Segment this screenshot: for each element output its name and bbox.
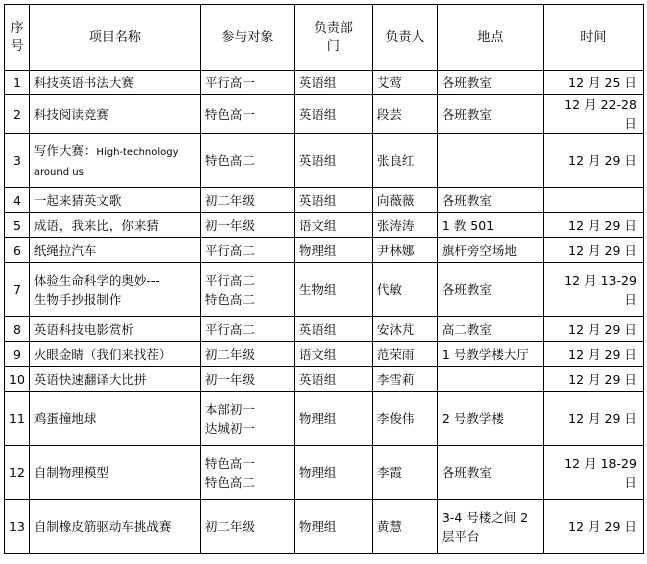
cell-person: 李俊伟 (372, 392, 437, 446)
cell-time: 12 月 18-29 日 (543, 446, 643, 500)
cell-time: 12 月 29 日 (543, 500, 643, 554)
cell-name: 成语，我来比，你来猜 (29, 213, 200, 238)
cell-place (437, 134, 543, 188)
cell-person: 张涛涛 (372, 213, 437, 238)
cell-no: 3 (5, 134, 30, 188)
table-row (5, 71, 644, 95)
cell-person: 李雪莉 (372, 367, 437, 392)
cell-no: 9 (5, 342, 30, 367)
cell-place: 各班教室 (437, 95, 543, 134)
cell-person: 范荣雨 (372, 342, 437, 367)
cell-time: 12 月 29 日 (543, 317, 643, 342)
cell-no: 2 (5, 95, 30, 134)
table-row (5, 238, 644, 263)
cell-dept: 物理组 (294, 392, 372, 446)
cell-time: 12 月 25 日 (543, 71, 643, 95)
table-row (5, 342, 644, 367)
cell-place: 旗杆旁空场地 (437, 238, 543, 263)
cell-dept: 英语组 (294, 95, 372, 134)
table-row (5, 263, 644, 317)
cell-name (29, 134, 200, 188)
cell-no: 13 (5, 500, 30, 554)
cell-name: 一起来猜英文歌 (29, 188, 200, 213)
cell-place: 各班教室 (437, 71, 543, 95)
cell-dept: 物理组 (294, 446, 372, 500)
cell-place: 各班教室 (437, 188, 543, 213)
cell-name: 火眼金睛（我们来找茬） (29, 342, 200, 367)
cell-time: 12 月 29 日 (543, 392, 643, 446)
cell-dept: 英语组 (294, 317, 372, 342)
cell-no: 12 (5, 446, 30, 500)
cell-place (437, 367, 543, 392)
cell-name: 鸡蛋撞地球 (29, 392, 200, 446)
header-person: 负责人 (372, 5, 437, 71)
cell-participants: 初二年级 (200, 342, 294, 367)
cell-no: 7 (5, 263, 30, 317)
cell-person: 李霞 (372, 446, 437, 500)
cell-name: 自制物理模型 (29, 446, 200, 500)
cell-no: 4 (5, 188, 30, 213)
cell-dept: 英语组 (294, 367, 372, 392)
cell-name (29, 263, 200, 317)
cell-place: 2 号教学楼 (437, 392, 543, 446)
table-row (5, 188, 644, 213)
cell-no: 10 (5, 367, 30, 392)
cell-no: 11 (5, 392, 30, 446)
cell-name-line1: 体验生命科学的奥妙--- (33, 272, 160, 288)
cell-dept: 英语组 (294, 71, 372, 95)
cell-place (437, 500, 543, 554)
cell-participants-line1: 平行高二 (204, 272, 255, 288)
table-row (5, 213, 644, 238)
cell-place: 1 教 501 (437, 213, 543, 238)
cell-time: 12 月 29 日 (543, 342, 643, 367)
cell-no: 5 (5, 213, 30, 238)
cell-dept: 语文组 (294, 342, 372, 367)
cell-participants-line1: 特色高一 (204, 455, 255, 471)
header-row (5, 5, 644, 71)
table-row (5, 95, 644, 134)
header-dept: 负责部门 (294, 5, 372, 71)
cell-time: 12 月 29 日 (543, 134, 643, 188)
cell-name-en: High-technology around us (33, 146, 179, 178)
header-place: 地点 (437, 5, 543, 71)
cell-participants: 初一年级 (200, 367, 294, 392)
cell-participants (200, 263, 294, 317)
cell-person: 黄慧 (372, 500, 437, 554)
cell-dept: 生物组 (294, 263, 372, 317)
cell-place: 各班教室 (437, 446, 543, 500)
cell-no: 6 (5, 238, 30, 263)
cell-time: 12 月 13-29 日 (543, 263, 643, 317)
cell-name: 纸绳拉汽车 (29, 238, 200, 263)
cell-participants: 平行高二 (200, 238, 294, 263)
table-row (5, 134, 644, 188)
cell-place: 高二教室 (437, 317, 543, 342)
cell-name: 自制橡皮筋驱动车挑战赛 (29, 500, 200, 554)
cell-no: 1 (5, 71, 30, 95)
cell-dept: 英语组 (294, 188, 372, 213)
cell-person: 安沐芃 (372, 317, 437, 342)
cell-participants-line2: 达城初一 (204, 420, 255, 436)
cell-participants: 平行高一 (200, 71, 294, 95)
cell-name-line2: 生物手抄报制作 (33, 291, 122, 307)
header-time: 时间 (543, 5, 643, 71)
cell-place-line1: 3-4 号楼之间 2 (441, 509, 529, 525)
cell-time: 12 月 29 日 (543, 367, 643, 392)
cell-dept: 物理组 (294, 238, 372, 263)
cell-participants-line2: 特色高二 (204, 474, 255, 490)
cell-dept: 物理组 (294, 500, 372, 554)
cell-name: 英语科技电影赏析 (29, 317, 200, 342)
cell-place-line2: 层平台 (441, 528, 480, 544)
cell-no: 8 (5, 317, 30, 342)
cell-time: 12 月 29 日 (543, 238, 643, 263)
table-row (5, 317, 644, 342)
cell-name: 科技英语书法大赛 (29, 71, 200, 95)
cell-participants: 初一年级 (200, 213, 294, 238)
cell-participants: 特色高二 (200, 134, 294, 188)
cell-person: 向薇薇 (372, 188, 437, 213)
cell-time (543, 188, 643, 213)
cell-place: 各班教室 (437, 263, 543, 317)
cell-name: 英语快速翻译大比拼 (29, 367, 200, 392)
cell-person: 段芸 (372, 95, 437, 134)
cell-place: 1 号教学楼大厅 (437, 342, 543, 367)
cell-time: 12 月 22-28 日 (543, 95, 643, 134)
cell-person: 艾莺 (372, 71, 437, 95)
cell-name: 科技阅读竞赛 (29, 95, 200, 134)
activity-table (4, 4, 644, 554)
table-row (5, 392, 644, 446)
cell-participants-line2: 特色高二 (204, 291, 255, 307)
cell-dept: 英语组 (294, 134, 372, 188)
cell-participants: 初二年级 (200, 500, 294, 554)
cell-participants-line1: 本部初一 (204, 401, 255, 417)
table-row (5, 500, 644, 554)
cell-time: 12 月 29 日 (543, 213, 643, 238)
cell-participants (200, 392, 294, 446)
header-participants: 参与对象 (200, 5, 294, 71)
table-row (5, 367, 644, 392)
cell-participants (200, 446, 294, 500)
cell-name-cn: 写作大赛： (33, 142, 97, 158)
cell-participants: 初二年级 (200, 188, 294, 213)
cell-person: 张良红 (372, 134, 437, 188)
cell-person: 代敏 (372, 263, 437, 317)
cell-person: 尹林娜 (372, 238, 437, 263)
header-no: 序号 (5, 5, 30, 71)
table-row (5, 446, 644, 500)
cell-participants: 特色高一 (200, 95, 294, 134)
cell-participants: 平行高二 (200, 317, 294, 342)
cell-dept: 语文组 (294, 213, 372, 238)
header-name: 项目名称 (29, 5, 200, 71)
